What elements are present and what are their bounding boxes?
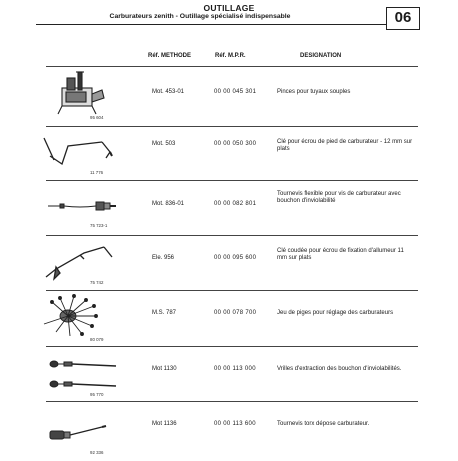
section-number-badge: 06 bbox=[386, 7, 420, 30]
illustration-code: 95 770 bbox=[90, 392, 104, 397]
table-row bbox=[36, 126, 422, 186]
designation: Tournevis torx dépose carburateur. bbox=[277, 421, 370, 427]
torx-screwdriver-icon bbox=[40, 403, 140, 453]
illustration-code: 95 604 bbox=[90, 115, 104, 120]
table-row bbox=[36, 235, 422, 295]
page-title: OUTILLAGE bbox=[203, 3, 255, 13]
page-subtitle: Carburateurs zenith - Outillage spécialisé indispensable bbox=[109, 13, 291, 20]
ref-mpr: 00 00 113 000 bbox=[214, 366, 256, 372]
row-divider bbox=[46, 66, 418, 67]
table-row bbox=[36, 346, 422, 406]
ref-methode: Mot 1136 bbox=[152, 421, 177, 427]
ref-methode: Mot. 503 bbox=[152, 141, 176, 147]
ref-mpr: 00 00 095 600 bbox=[214, 255, 257, 261]
ref-mpr: 00 00 113 600 bbox=[214, 421, 256, 427]
setting-pins-set-icon bbox=[40, 292, 140, 342]
ref-methode: Mot. 453-01 bbox=[152, 89, 185, 95]
illustration-code: 92 336 bbox=[90, 450, 104, 455]
designation: Tournevis flexible pour vis de carburateur avec bouchon d'inviolabilité bbox=[277, 191, 401, 204]
illustration-code: 80 079 bbox=[90, 337, 104, 342]
table-row bbox=[36, 401, 422, 461]
ref-mpr: 00 00 078 700 bbox=[214, 310, 257, 316]
ref-methode: Mot 1130 bbox=[152, 366, 177, 372]
row-divider bbox=[46, 346, 418, 347]
table-row bbox=[36, 180, 422, 240]
header-divider bbox=[36, 24, 386, 25]
table-row bbox=[36, 290, 422, 350]
ref-mpr: 00 00 050 300 bbox=[214, 141, 257, 147]
illustration-code: 75 723-1 bbox=[90, 223, 108, 228]
row-divider bbox=[46, 180, 418, 181]
extraction-gimlets-icon bbox=[40, 348, 140, 398]
row-divider bbox=[46, 235, 418, 236]
ref-methode: Ele. 956 bbox=[152, 255, 175, 261]
ref-methode: Mot. 836-01 bbox=[152, 201, 185, 207]
designation: Clé pour écrou de pied de carburateur - 12 mm sur plats bbox=[277, 139, 413, 152]
column-header-ref-mpr: Réf. M.P.R. bbox=[215, 53, 246, 59]
designation: Jeu de piges pour réglage des carburateurs bbox=[277, 310, 394, 316]
designation: Pinces pour tuyaux souples bbox=[277, 89, 351, 95]
row-divider bbox=[46, 126, 418, 127]
row-divider bbox=[46, 401, 418, 402]
designation: Vrilles d'extraction des bouchon d'inviolabilités. bbox=[277, 366, 402, 372]
table-row bbox=[36, 66, 422, 126]
illustration-code: 75 742 bbox=[90, 280, 104, 285]
column-header-ref-methode: Réf. METHODE bbox=[148, 53, 192, 59]
hose-clamp-pliers-icon bbox=[40, 68, 140, 118]
illustration-code: 11 776 bbox=[90, 170, 104, 175]
designation: Clé coudée pour écrou de fixation d'allumeur 11 mm sur plats bbox=[277, 248, 404, 261]
ref-mpr: 00 00 082 801 bbox=[214, 201, 257, 207]
row-divider bbox=[46, 290, 418, 291]
ref-methode: M.S. 787 bbox=[152, 310, 177, 316]
ref-mpr: 00 00 045 301 bbox=[214, 89, 257, 95]
column-header-designation: DESIGNATION bbox=[300, 53, 342, 59]
